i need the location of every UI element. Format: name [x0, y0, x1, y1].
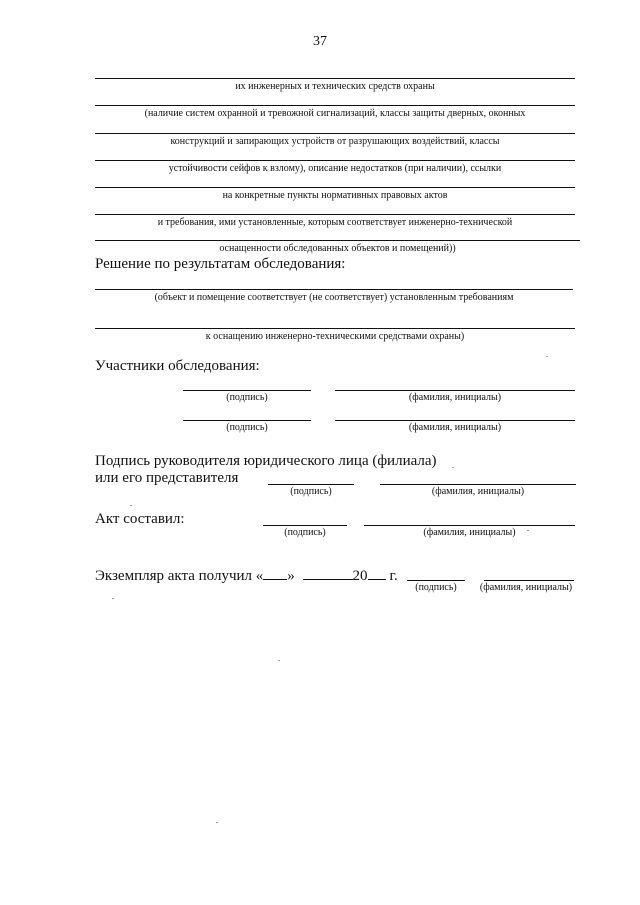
head-signature-heading-1: Подпись руководителя юридического лица (филиала)	[95, 453, 437, 469]
fill-line	[95, 289, 573, 290]
signature-line	[263, 525, 347, 526]
copy-received-prefix: Экземпляр акта получил «	[95, 568, 264, 584]
name-line	[335, 390, 575, 391]
signature-caption: (подпись)	[415, 582, 457, 593]
month-blank	[303, 565, 353, 580]
quote-close: »	[287, 568, 295, 584]
name-caption: (фамилия, инициалы)	[408, 392, 502, 403]
fill-line	[95, 160, 575, 161]
caption-line-4: устойчивости сейфов к взлому), описание недостатков (при наличии), ссылки	[168, 163, 502, 174]
signature-line	[183, 390, 311, 391]
signature-caption: (подпись)	[226, 392, 268, 403]
signature-line	[183, 420, 311, 421]
participants-heading: Участники обследования:	[95, 358, 260, 374]
fill-line	[95, 133, 575, 134]
caption-line-3: конструкций и запирающих устройств от разрушающих воздействий, классы	[170, 136, 500, 147]
name-caption: (фамилия, инициалы)	[431, 486, 525, 497]
caption-line-7: оснащенности обследованных объектов и помещений))	[219, 243, 456, 254]
caption-line-5: на конкретные пункты нормативных правовых актов	[222, 190, 448, 201]
fill-line	[95, 328, 575, 329]
signature-caption: (подпись)	[290, 486, 332, 497]
name-line	[335, 420, 575, 421]
fill-line	[95, 240, 580, 241]
page-number: 37	[313, 34, 327, 49]
scan-speck	[278, 660, 280, 661]
scan-speck	[112, 598, 114, 599]
scan-speck	[216, 822, 218, 823]
decision-heading: Решение по результатам обследования:	[95, 256, 346, 272]
head-signature-heading-2: или его представителя	[95, 470, 239, 486]
fill-line	[95, 187, 575, 188]
signature-caption: (подпись)	[284, 527, 326, 538]
name-caption: (фамилия, инициалы)	[479, 582, 573, 593]
decision-caption-2: к оснащению инженерно-техническими средствами охраны)	[205, 331, 465, 342]
signature-line	[407, 580, 465, 581]
scan-speck	[452, 467, 454, 468]
signature-caption: (подпись)	[226, 422, 268, 433]
compiled-by-heading: Акт составил:	[95, 511, 185, 527]
name-caption: (фамилия, инициалы)	[423, 527, 516, 538]
copy-received-row	[95, 565, 398, 585]
scan-speck	[130, 505, 132, 506]
caption-line-2: (наличие систем охранной и тревожной сигнализаций, классы защиты дверных, оконных	[144, 108, 526, 119]
year-prefix: 20	[352, 568, 368, 584]
decision-caption-1: (объект и помещение соответствует (не соответствует) установленным требованиям	[154, 292, 514, 303]
year-blank	[368, 565, 386, 580]
name-caption: (фамилия, инициалы)	[408, 422, 502, 433]
fill-line	[95, 78, 575, 79]
scan-speck	[546, 356, 548, 357]
signature-line	[268, 484, 354, 485]
name-line	[484, 580, 574, 581]
name-line	[380, 484, 576, 485]
fill-line	[95, 105, 575, 106]
caption-line-6: и требования, ими установленные, которым соответствует инженерно-технической	[157, 217, 513, 228]
year-suffix: г.	[389, 568, 398, 584]
scan-speck	[527, 530, 529, 531]
day-blank	[263, 565, 287, 580]
caption-line-1: их инженерных и технических средств охраны	[235, 81, 435, 92]
fill-line	[95, 214, 575, 215]
name-line	[364, 525, 575, 526]
